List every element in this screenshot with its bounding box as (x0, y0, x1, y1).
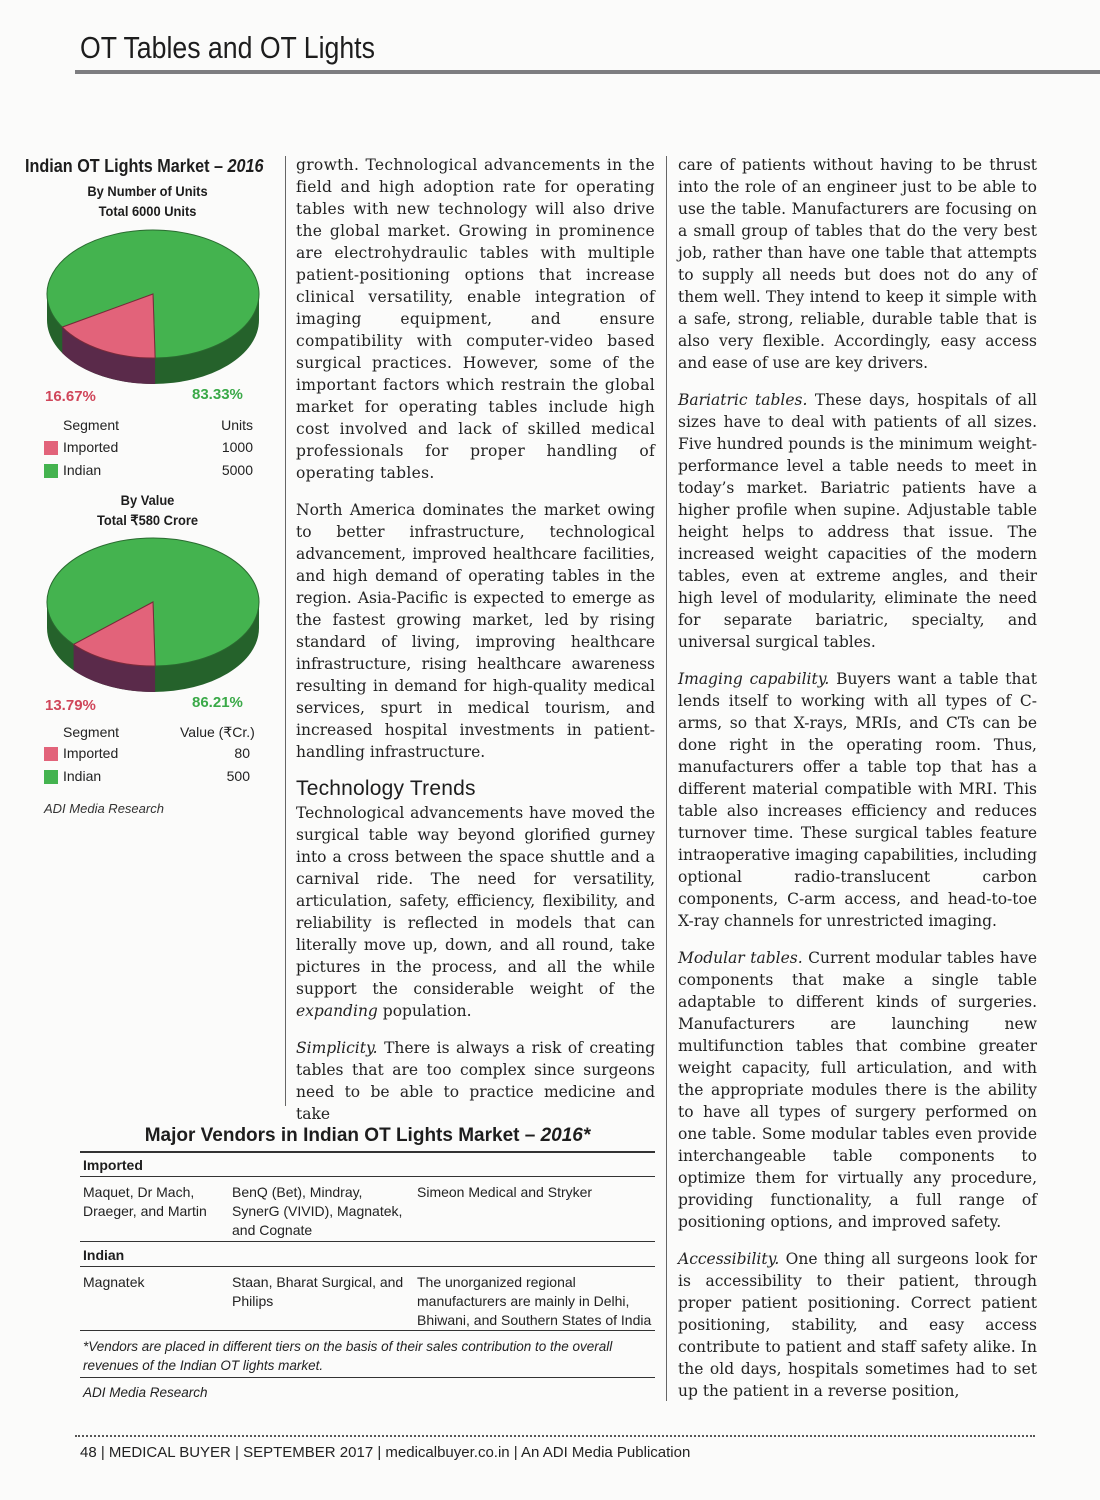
units-pct-indian: 83.33% (192, 386, 243, 403)
emphasis-text: expanding (296, 1002, 378, 1020)
vendors-footnote: *Vendors are placed in different tiers on the basis of their sales contribution to the overall revenues of the Indian OT lights market. (83, 1339, 613, 1373)
vendors-source: ADI Media Research (83, 1385, 208, 1400)
imported-swatch (44, 441, 58, 455)
table-rule (80, 1377, 655, 1378)
vendors-imported-tier-2: BenQ (Bet), Mindray, SynerG (VIVID), Magnatek, and Cognate (232, 1184, 403, 1238)
vendors-indian-label: Indian (83, 1247, 125, 1263)
sidebar-title-year: 2016 (227, 156, 264, 176)
paragraph: North America dominates the market owing to better infrastructure, technological advancement, improved healthcare facilities, and high demand of operating tables in the region. Asia-Pacific is expected to emerge as the fastest growing market, led by rising standard of living, improving healthcare infrastructure, rising healthcare awareness resulting in demand for high-quality medical services, spurt in medical tourism, and increased hospital investments in patient-handling infrastructure. (296, 501, 655, 761)
column-rule-middle (666, 156, 667, 1401)
column-rule-left (285, 156, 286, 1106)
paragraph: care of patients without having to be thrust into the role of an engineer just to be able to use the table. Manufacturers are focusing on a small group of tables that do the very best job, rather than have one table that attempts to supply all needs but does not do any of them well. They intend to keep it simple with a safe, strong, reliable, durable table that is also very flexible. Accordingly, easy access and ease of use are key drivers. (678, 156, 1037, 372)
indian-swatch (44, 770, 58, 784)
sidebar-title-text: Indian OT Lights Market – (25, 156, 228, 176)
units-pie-chart (40, 222, 270, 402)
table-rule (80, 1330, 655, 1331)
units-chart-subtitle: By Number of Units (87, 183, 208, 199)
paragraph (678, 947, 1037, 1233)
section-title: OT Tables and OT Lights (80, 30, 375, 65)
table-rule (80, 1266, 655, 1267)
vendors-imported-label: Imported (83, 1157, 143, 1173)
paragraph-text: Technological advancements have moved the surgical table way beyond glorified gurney into a cross between the space shuttle and a carnival ride. The need for versatility, articulation, safety, efficiency, flexibility, and reliability is reflected in models that can literally move up, down, and all round, take pictures in the process, and all the while support the considerable weight of the (296, 804, 655, 998)
table-rule (80, 1151, 655, 1153)
paragraph-text: These days, hospitals of all sizes have to deal with patients of all sizes. Five hundred pounds is the minimum weight-performance level a table needs to meet in today’s market. Bariatric patients have a higher profile when supine. Adjustable table height helps to address that issue. The increased weight capacities of the modern tables, even at extreme angles, and their high level of modularity, eliminate the need for separate bariatric, specialty, and universal surgical tables. (678, 391, 1037, 651)
value-pct-indian: 86.21% (192, 694, 243, 711)
value-legend-segment-header: Segment (63, 724, 120, 740)
table-rule (80, 1176, 655, 1177)
paragraph (296, 1037, 655, 1125)
value-legend-indian-label: Indian (63, 768, 102, 784)
paragraph-text: population. (377, 1002, 472, 1020)
value-pct-imported: 13.79% (45, 697, 96, 714)
paragraph: growth. Technological advancements in the field and high adoption rate for operating tables with new technology will also drive the global market. Growing in prominence are electrohydraulic tables with multiple patient-positioning options that increase clinical versatility, enable integration of imaging equipment, and ensure compatibility with computer-video based surgical practices. However, some of the important factors which restrain the global market for operating tables include high cost involved and lack of skilled medical professionals for proper handling of operating tables. (296, 156, 655, 482)
units-chart-total: Total 6000 Units (98, 203, 197, 219)
units-legend-segment-header: Segment (63, 417, 120, 433)
paragraph (678, 389, 1037, 653)
paragraph-text: One thing all surgeons look for is accessibility to their patient, through proper patient positioning. Correct patient positioning, stability, and easy access contribute to patient and staff safety alike. In the old days, hospitals sometimes had to set up the patient in a reverse position, (678, 1250, 1037, 1400)
sidebar-title (25, 156, 264, 177)
article-column-2 (678, 154, 1037, 1417)
units-legend-value-header: Units (221, 417, 253, 433)
value-chart-total: Total ₹580 Crore (96, 512, 198, 528)
paragraph-lead: Bariatric tables. (678, 391, 808, 409)
value-legend-indian-value: 500 (226, 768, 250, 784)
paragraph (296, 802, 655, 1022)
paragraph (678, 668, 1037, 932)
units-pct-imported: 16.67% (45, 388, 96, 405)
value-chart-subtitle: By Value (120, 492, 175, 508)
units-legend-imported-label: Imported (63, 439, 119, 455)
value-legend-value-header: Value (₹Cr.) (180, 724, 255, 740)
section-heading: Technology Trends (296, 777, 476, 800)
sidebar-source: ADI Media Research (44, 801, 164, 816)
vendors-table-title (80, 1125, 655, 1147)
vendors-indian-tier-3: The unorganized regional manufacturers are mainly in Delhi, Bhiwani, and Southern States of India (417, 1274, 652, 1328)
footer-text: 48 | MEDICAL BUYER | SEPTEMBER 2017 | medicalbuyer.co.in | An ADI Media Publication (80, 1444, 691, 1461)
paragraph-lead: Accessibility. (678, 1250, 780, 1268)
value-legend-imported-label: Imported (63, 745, 119, 761)
paragraph-lead: Modular tables. (678, 949, 803, 967)
value-legend-imported-value: 80 (234, 745, 250, 761)
vendors-indian-tier-2: Staan, Bharat Surgical, and Philips (232, 1274, 404, 1309)
units-legend-imported-value: 1000 (221, 439, 253, 455)
vendors-imported-tier-3: Simeon Medical and Stryker (417, 1184, 593, 1200)
vendors-title-year: 2016* (540, 1125, 591, 1146)
paragraph-text: There is always a risk of creating tables that are too complex since surgeons need to be able to practice medicine and take (296, 1039, 655, 1123)
vendors-title-text: Major Vendors in Indian OT Lights Market – (144, 1125, 541, 1146)
paragraph-lead: Simplicity. (296, 1039, 378, 1057)
units-legend-indian-label: Indian (63, 462, 102, 478)
article-column-1 (296, 154, 655, 1140)
footer-dotted-rule (75, 1435, 1035, 1437)
table-rule (80, 1241, 655, 1242)
imported-swatch (44, 747, 58, 761)
indian-swatch (44, 464, 58, 478)
vendors-imported-tier-1: Maquet, Dr Mach, Draeger, and Martin (83, 1184, 207, 1219)
header-rule (75, 70, 1100, 74)
value-pie-chart (40, 530, 270, 710)
paragraph-lead: Imaging capability. (678, 670, 830, 688)
paragraph-text: Current modular tables have components that make a single table adaptable to different kinds of surgeries. Manufacturers are launching new multifunction tables that combine greater weight capacity, full articulation, and with the appropriate modules there is the ability to have all types of surgery performed on one table. Some modular tables even provide interchangeable table components to optimize them for virtually any procedure, providing functionality, a full range of positioning options, and improved safety. (678, 949, 1037, 1231)
paragraph (678, 1248, 1037, 1402)
vendors-indian-tier-1: Magnatek (83, 1274, 145, 1290)
units-legend-indian-value: 5000 (221, 462, 253, 478)
paragraph-text: Buyers want a table that lends itself to working with all types of C-arms, so that X-rays, MRIs, and CTs can be done right in the operating room. Thus, manufacturers offer a table top that has a different material compatible with MRI. This table also increases efficiency and reduces turnover time. These surgical tables feature intraoperative imaging capabilities, including optional radio-translucent carbon components, C-arm access, and head-to-toe X-ray channels for unrestricted imaging. (678, 670, 1037, 930)
